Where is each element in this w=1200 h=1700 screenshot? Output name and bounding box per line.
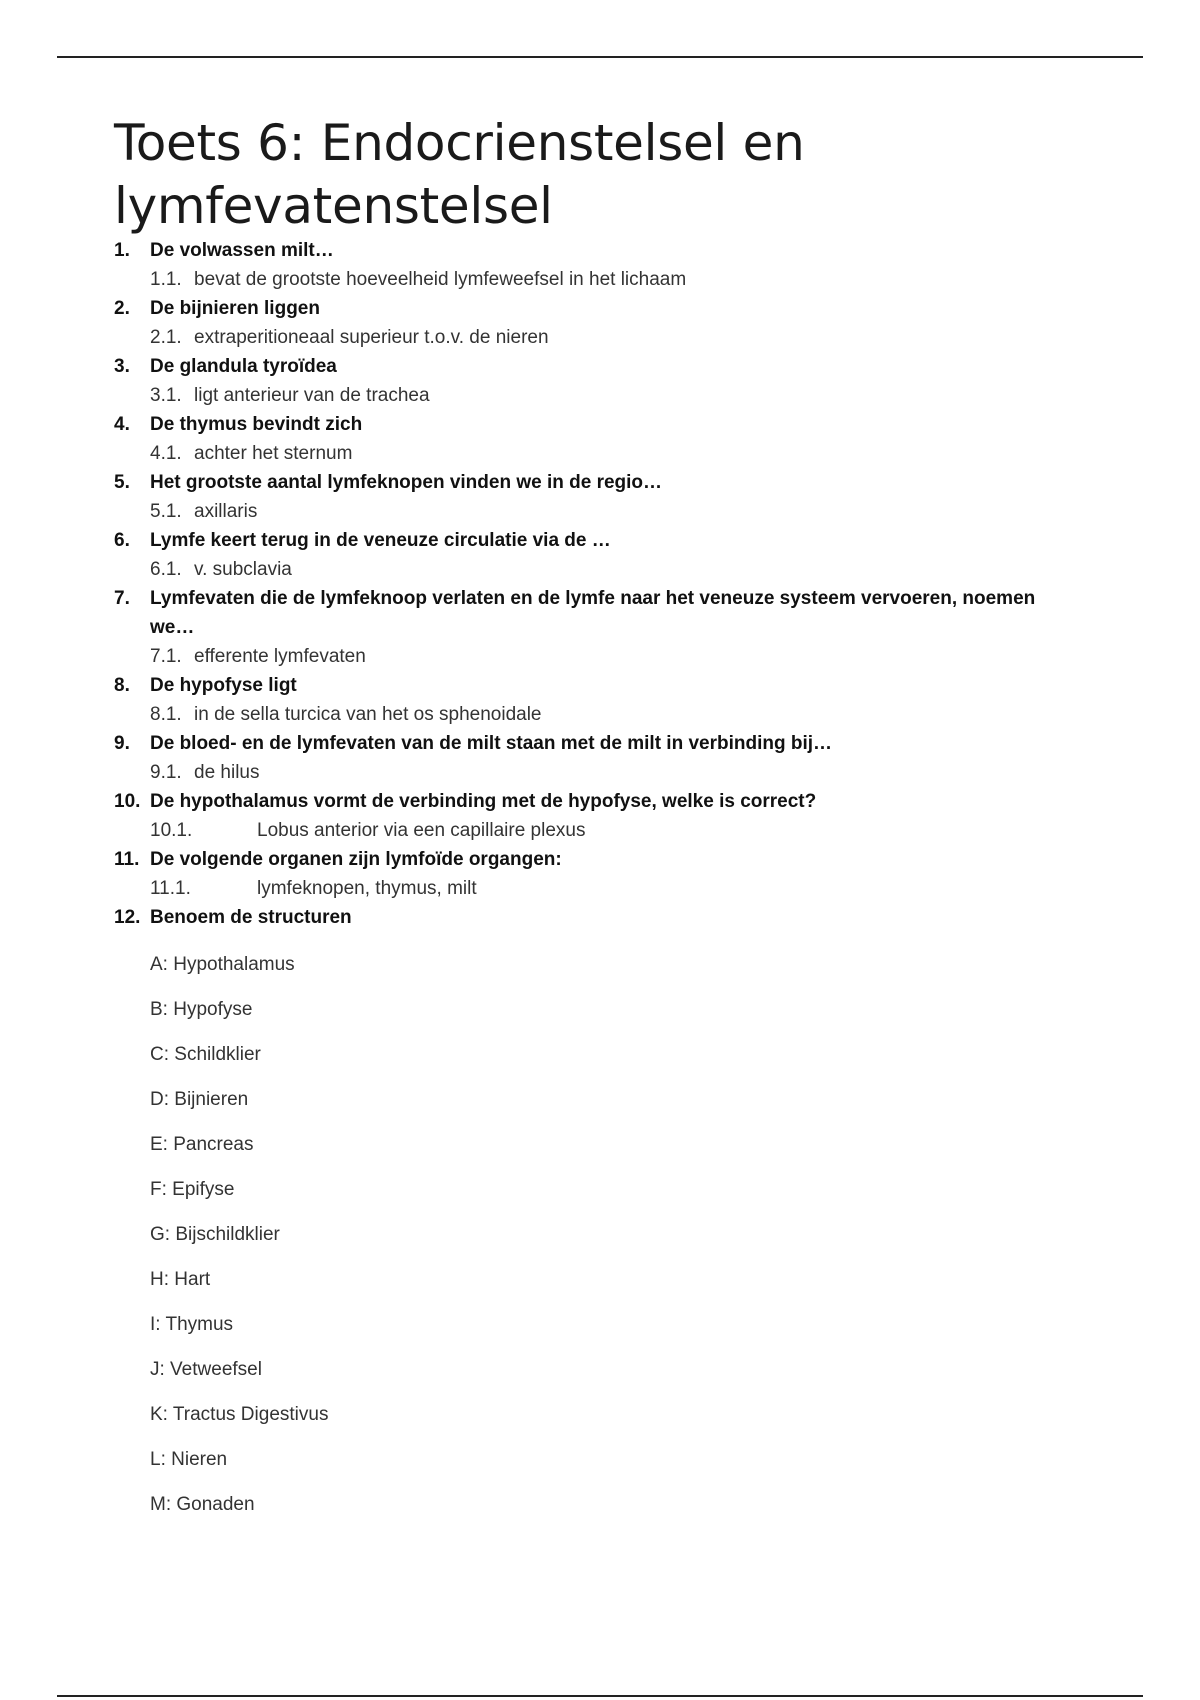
question-text: Lymfevaten die de lymfeknoop verlaten en de lymfe naar het veneuze systeem vervoeren, noemen we… (150, 588, 1036, 638)
answer-11 (114, 874, 1074, 903)
answer-text: axillaris (194, 501, 258, 522)
answer-1 (114, 265, 1074, 294)
question-text: Lymfe keert terug in de veneuze circulatie via de … (150, 530, 611, 551)
answer-text: bevat de grootste hoeveelheid lymfeweefsel in het lichaam (194, 269, 687, 290)
structure-label: C: Schildklier (150, 1044, 261, 1065)
structure-label: E: Pancreas (150, 1134, 254, 1155)
structure-labels (114, 942, 1074, 1527)
answer-text: efferente lymfevaten (194, 646, 366, 667)
question-8 (114, 671, 1074, 700)
question-text: Benoem de structuren (150, 907, 352, 928)
answer-9 (114, 758, 1074, 787)
question-number: 2. (114, 298, 130, 319)
question-number: 8. (114, 675, 130, 696)
structure-label: B: Hypofyse (150, 999, 253, 1020)
structure-label: A: Hypothalamus (150, 954, 295, 975)
structure-label: L: Nieren (150, 1449, 228, 1470)
question-number: 12. (114, 907, 141, 928)
question-text: De volgende organen zijn lymfoïde organgen: (150, 849, 562, 870)
question-text: De hypofyse ligt (150, 675, 297, 696)
question-5 (114, 468, 1074, 497)
answer-6 (114, 555, 1074, 584)
question-text: De bloed- en de lymfevaten van de milt staan met de milt in verbinding bij… (150, 733, 833, 754)
question-number: 4. (114, 414, 130, 435)
structure-label: F: Epifyse (150, 1179, 235, 1200)
question-text: De hypothalamus vormt de verbinding met de hypofyse, welke is correct? (150, 791, 817, 812)
answer-7 (114, 642, 1074, 671)
structure-label: K: Tractus Digestivus (150, 1404, 329, 1425)
question-number: 7. (114, 588, 130, 609)
answer-text: in de sella turcica van het os sphenoidale (194, 704, 542, 725)
page-title: Toets 6: Endocrienstelsel en lymfevatenstelsel (114, 114, 805, 235)
structure-label: H: Hart (150, 1269, 211, 1290)
question-12 (114, 903, 1074, 932)
question-7 (114, 584, 1074, 642)
question-3 (114, 352, 1074, 381)
answer-number: 4.1. (150, 443, 182, 464)
answer-2 (114, 323, 1074, 352)
answer-3 (114, 381, 1074, 410)
question-number: 6. (114, 530, 130, 551)
structure-label: I: Thymus (150, 1314, 234, 1335)
answer-text: extraperitioneaal superieur t.o.v. de nieren (194, 327, 549, 348)
question-text: De bijnieren liggen (150, 298, 320, 319)
question-text: De thymus bevindt zich (150, 414, 363, 435)
question-9 (114, 729, 1074, 758)
answer-text: ligt anterieur van de trachea (194, 385, 430, 406)
answer-number: 6.1. (150, 559, 182, 580)
answer-4 (114, 439, 1074, 468)
answer-number: 9.1. (150, 762, 182, 783)
answer-number: 3.1. (150, 385, 182, 406)
answer-10 (114, 816, 1074, 845)
answer-text: lymfeknopen, thymus, milt (257, 878, 477, 899)
structure-label: J: Vetweefsel (150, 1359, 262, 1380)
answer-number: 10.1. (150, 820, 193, 841)
answer-number: 2.1. (150, 327, 182, 348)
question-number: 1. (114, 240, 130, 261)
answer-number: 5.1. (150, 501, 182, 522)
question-4 (114, 410, 1074, 439)
question-text: De glandula tyroïdea (150, 356, 337, 377)
question-text: Het grootste aantal lymfeknopen vinden we in de regio… (150, 472, 663, 493)
question-number: 9. (114, 733, 130, 754)
question-11 (114, 845, 1074, 874)
question-text: De volwassen milt… (150, 240, 334, 261)
structure-label: M: Gonaden (150, 1494, 255, 1515)
answer-text: v. subclavia (194, 559, 292, 580)
question-10 (114, 787, 1074, 816)
answer-5 (114, 497, 1074, 526)
answer-number: 8.1. (150, 704, 182, 725)
answer-number: 1.1. (150, 269, 182, 290)
answer-text: de hilus (194, 762, 260, 783)
answer-text: achter het sternum (194, 443, 353, 464)
answer-text: Lobus anterior via een capillaire plexus (257, 820, 586, 841)
answer-8 (114, 700, 1074, 729)
bottom-rule (57, 1695, 1143, 1697)
question-number: 11. (114, 849, 140, 870)
question-2 (114, 294, 1074, 323)
answer-number: 7.1. (150, 646, 182, 667)
answer-number: 11.1. (150, 878, 191, 899)
question-list (114, 236, 1074, 1527)
question-number: 5. (114, 472, 130, 493)
top-rule (57, 56, 1143, 58)
question-number: 10. (114, 791, 141, 812)
question-6 (114, 526, 1074, 555)
question-number: 3. (114, 356, 130, 377)
structure-label: D: Bijnieren (150, 1089, 249, 1110)
structure-label: G: Bijschildklier (150, 1224, 280, 1245)
question-1 (114, 236, 1074, 265)
